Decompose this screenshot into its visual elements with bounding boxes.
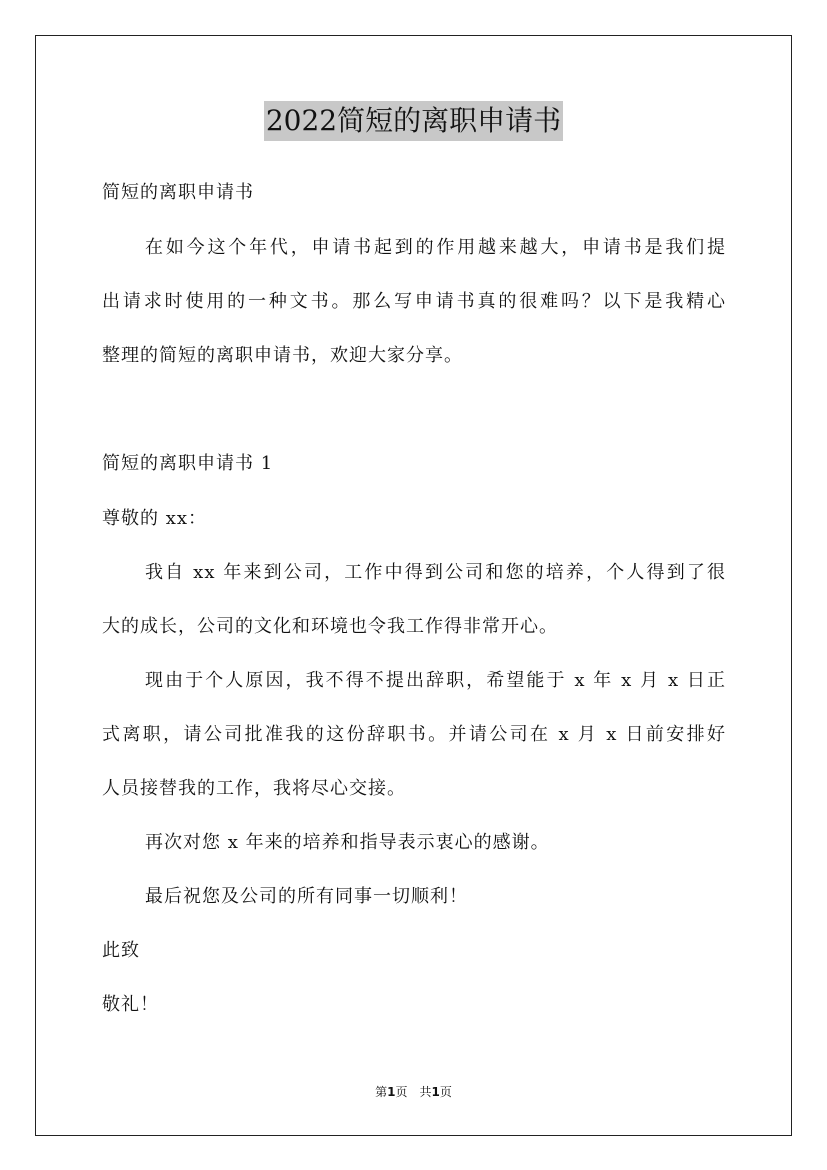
body-line-4: 式离职，请公司批准我的这份辞职书。并请公司在 x 月 x 日前安排好 — [102, 724, 726, 745]
footer-page-number: 1 — [387, 1085, 396, 1099]
footer-total-prefix: 共 — [419, 1085, 432, 1099]
closing: 此致 — [102, 940, 140, 961]
body-line-5: 人员接替我的工作，我将尽心交接。 — [102, 778, 406, 799]
salutation: 尊敬的 xx： — [102, 508, 208, 529]
intro-line-3: 整理的简短的离职申请书，欢迎大家分享。 — [102, 345, 463, 366]
body-line-3: 现由于个人原因，我不得不提出辞职，希望能于 x 年 x 月 x 日正 — [145, 670, 726, 691]
footer-total-number: 1 — [431, 1085, 440, 1099]
intro-line-2: 出请求时使用的一种文书。那么写申请书真的很难吗？以下是我精心 — [102, 291, 726, 312]
body-line-2: 大的成长，公司的文化和环境也令我工作得非常开心。 — [102, 616, 558, 637]
document-title: 2022简短的离职申请书 — [264, 101, 563, 141]
footer-total-suffix: 页 — [439, 1085, 452, 1099]
body-line-1: 我自 xx 年来到公司，工作中得到公司和您的培养，个人得到了很 — [145, 562, 726, 583]
section-heading: 简短的离职申请书 1 — [102, 453, 274, 474]
page-footer — [0, 1084, 827, 1100]
document-subtitle: 简短的离职申请书 — [102, 182, 254, 203]
intro-line-1: 在如今这个年代，申请书起到的作用越来越大，申请书是我们提 — [145, 237, 726, 258]
title-wrapper — [0, 101, 827, 141]
footer-page-suffix: 页 — [395, 1085, 408, 1099]
body-line-6: 再次对您 x 年来的培养和指导表示衷心的感谢。 — [145, 832, 550, 853]
body-line-7: 最后祝您及公司的所有同事一切顺利！ — [145, 886, 468, 907]
footer-page-prefix: 第 — [375, 1085, 388, 1099]
regards: 敬礼！ — [102, 994, 159, 1015]
